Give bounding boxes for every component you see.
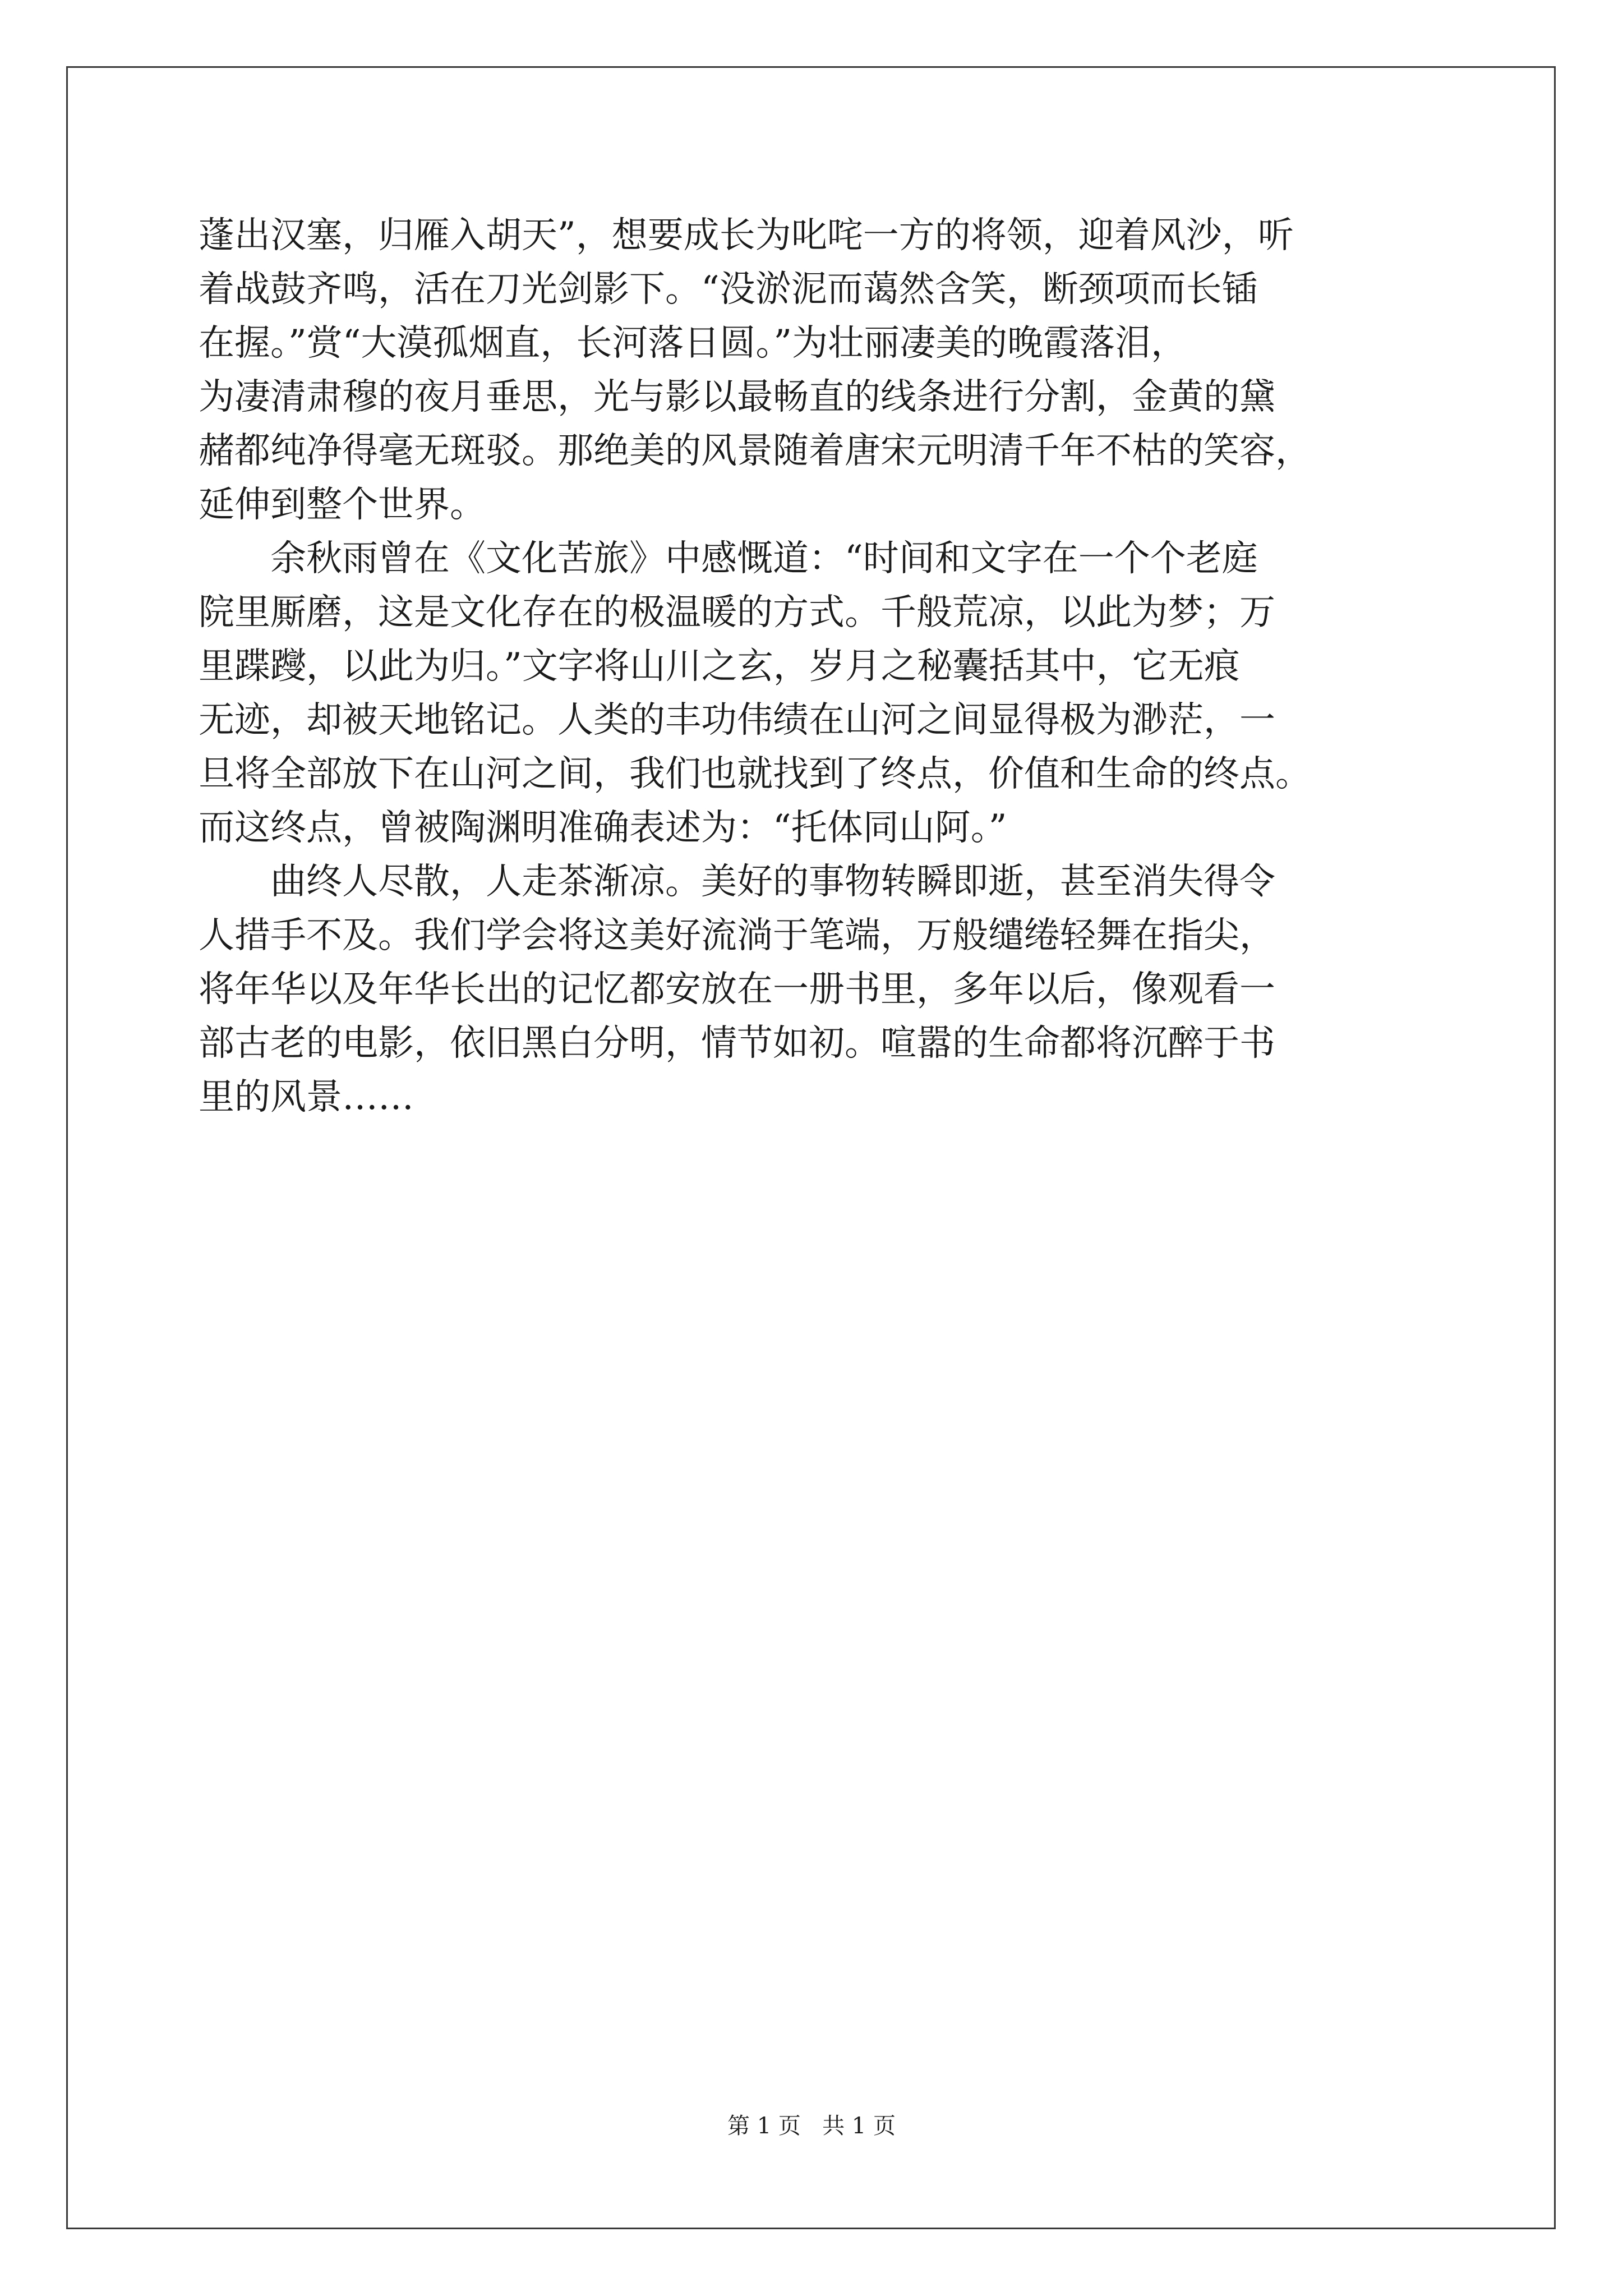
text-line: 人措手不及。我们学会将这美好流淌于笔端，万般缱绻轻舞在指尖， — [199, 915, 1275, 956]
text-line: 院里厮磨，这是文化存在的极温暖的方式。千般荒凉，以此为梦；万 — [199, 592, 1275, 633]
text-line: 赭都纯净得毫无斑驳。那绝美的风景随着唐宋元明清千年不枯的笑容， — [199, 430, 1311, 472]
text-line: 旦将全部放下在山河之间，我们也就找到了终点，价值和生命的终点。 — [199, 753, 1311, 795]
text-line: 延伸到整个世界。 — [199, 484, 486, 526]
text-line: 无迹，却被天地铭记。人类的丰功伟绩在山河之间显得极为渺茫，一 — [199, 700, 1275, 741]
paragraph-2 — [199, 532, 1488, 855]
text-line: 而这终点，曾被陶渊明准确表述为：“托体同山阿。” — [199, 807, 1007, 849]
text-line: 蓬出汉塞，归雁入胡天”，想要成长为叱咤一方的将领，迎着风沙，听 — [199, 215, 1294, 256]
text-line: 在握。”赏“大漠孤烟直，长河落日圆。”为壮丽凄美的晚霞落泪， — [199, 323, 1187, 364]
text-line: 曲终人尽散，人走茶渐凉。美好的事物转瞬即逝，甚至消失得令 — [199, 861, 1275, 903]
paragraph-3 — [199, 855, 1488, 1124]
text-line: 部古老的电影，依旧黑白分明，情节如初。喧嚣的生命都将沉醉于书 — [199, 1023, 1275, 1064]
text-line: 余秋雨曾在《文化苦旅》中感慨道：“时间和文字在一个个老庭 — [199, 538, 1258, 579]
text-line: 将年华以及年华长出的记忆都安放在一册书里，多年以后，像观看一 — [199, 969, 1275, 1010]
text-line: 里的风景…… — [199, 1076, 414, 1118]
text-line: 为凄清肃穆的夜月垂思，光与影以最畅直的线条进行分割，金黄的黛 — [199, 376, 1275, 418]
document-body — [199, 209, 1488, 1124]
paragraph-1 — [199, 209, 1488, 532]
page-number-footer: 第 1 页 共 1 页 — [727, 2113, 896, 2139]
text-line: 着战鼓齐鸣，活在刀光剑影下。“没淤泥而蔼然含笑，断颈项而长锸 — [199, 269, 1258, 310]
text-line: 里蹀躞，以此为归。”文字将山川之玄，岁月之秘囊括其中，它无痕 — [199, 646, 1240, 687]
